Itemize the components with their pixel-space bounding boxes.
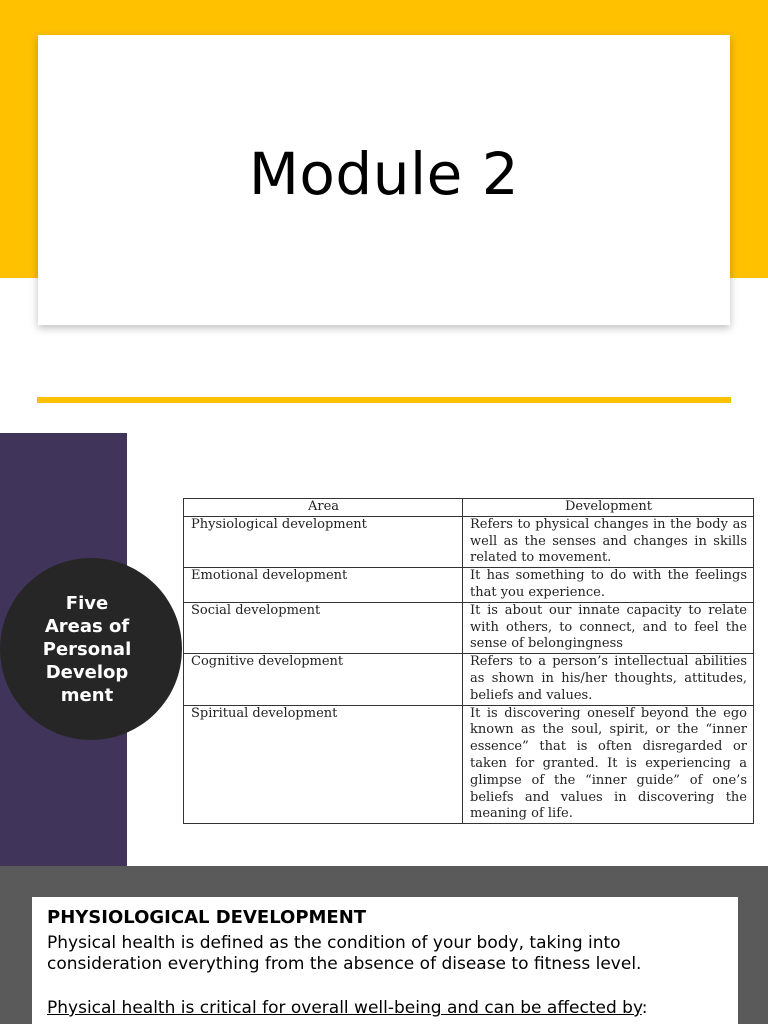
table-row — [184, 654, 754, 705]
areas-slide — [0, 433, 768, 866]
circle-line: Personal — [42, 638, 132, 660]
title-slide — [0, 0, 768, 433]
development-cell: Refers to a person’s intellectual abilities as shown in his/her thoughts, attitudes, beliefs and values. — [463, 654, 754, 705]
area-cell: Emotional development — [184, 568, 463, 603]
development-table — [183, 498, 754, 824]
column-header-development: Development — [463, 499, 754, 517]
development-cell: It has something to do with the feelings that you experience. — [463, 568, 754, 603]
topic-circle — [0, 558, 182, 740]
physiological-slide — [0, 866, 768, 1024]
definition-paragraph: Physical health is defined as the condition of your body, taking into consideration everything from the absence of disease to fitness level. — [47, 933, 642, 974]
table-row — [184, 602, 754, 653]
circle-line: ment — [60, 684, 114, 706]
slide-title: Module 2 — [248, 140, 520, 208]
section-heading: PHYSIOLOGICAL DEVELOPMENT — [47, 907, 367, 928]
lead-in-paragraph — [47, 998, 737, 1019]
accent-divider — [37, 397, 731, 403]
table-row — [184, 568, 754, 603]
circle-title — [32, 592, 142, 707]
column-header-area: Area — [184, 499, 463, 517]
area-cell: Physiological development — [184, 516, 463, 567]
table-header-row — [184, 499, 754, 517]
area-cell: Spiritual development — [184, 705, 463, 824]
content-card — [32, 897, 738, 1024]
lead-suffix: : — [641, 998, 648, 1018]
underlined-lead: Physical health is critical for overall well-being and can be affected by — [47, 998, 642, 1018]
table-row — [184, 516, 754, 567]
title-card — [38, 35, 730, 325]
circle-line: Develop — [45, 661, 129, 683]
development-cell: It is discovering oneself beyond the ego known as the soul, spirit, or the “inner essence” that is often disregarded or taken for granted. It is experiencing a glimpse of the “inner guide” of one’s beliefs and values in discovering the meaning of life. — [463, 705, 754, 824]
development-cell: Refers to physical changes in the body as well as the senses and changes in skills related to movement. — [463, 516, 754, 567]
circle-line: Five — [65, 592, 109, 614]
development-cell: It is about our innate capacity to relate with others, to connect, and to feel the sense of belongingness — [463, 602, 754, 653]
area-cell: Social development — [184, 602, 463, 653]
circle-line: Areas of — [44, 615, 130, 637]
table-row — [184, 705, 754, 824]
area-cell: Cognitive development — [184, 654, 463, 705]
